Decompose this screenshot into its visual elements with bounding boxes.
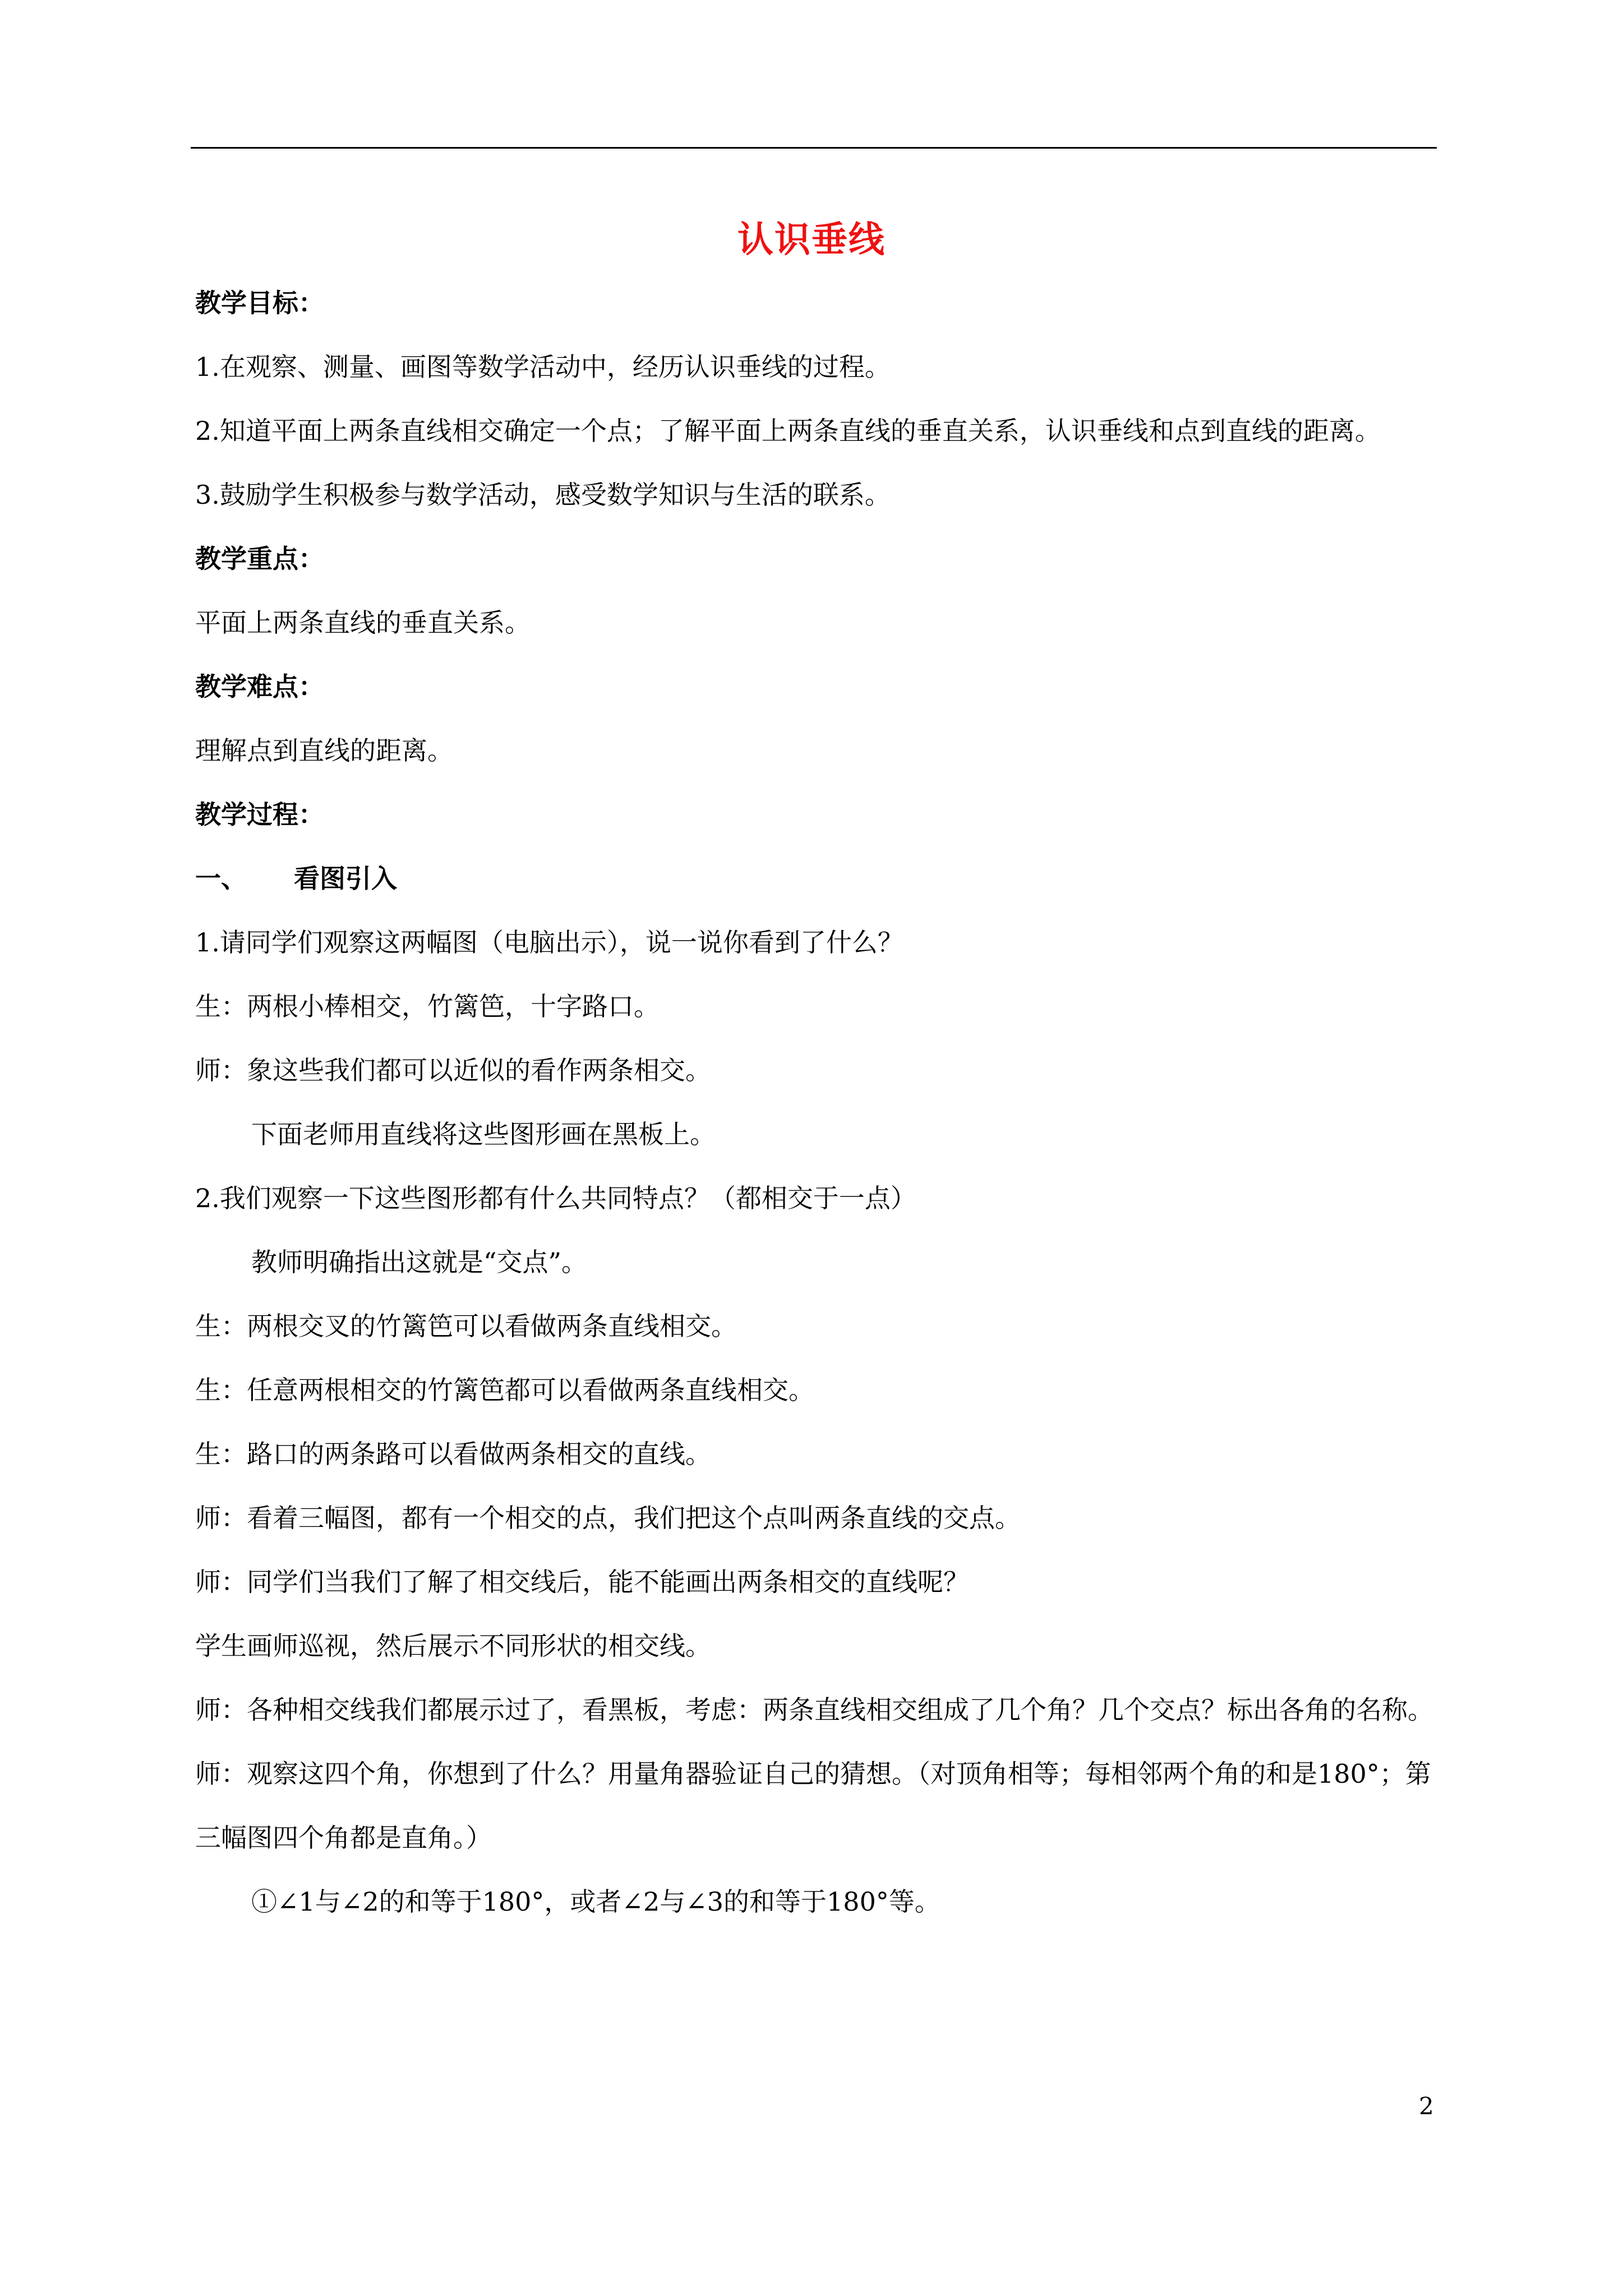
process-line-12: 学生画师巡视，然后展示不同形状的相交线。 <box>195 1631 711 1661</box>
process-line-1: 1.请同学们观察这两幅图（电脑出示），说一说你看到了什么？ <box>195 927 903 958</box>
process-line-3: 师：象这些我们都可以近似的看作两条相交。 <box>195 1055 711 1085</box>
key-point-text: 平面上两条直线的垂直关系。 <box>195 608 531 638</box>
process-line-14: 师：观察这四个角，你想到了什么？用量角器验证自己的猜想。（对顶角相等；每相邻两个角的和是180°；第三幅图四个角都是直角。） <box>195 1759 1431 1853</box>
process-line-10: 师：看着三幅图，都有一个相交的点，我们把这个点叫两条直线的交点。 <box>195 1503 1021 1533</box>
process-line-7: 生：两根交叉的竹篱笆可以看做两条直线相交。 <box>195 1311 737 1341</box>
process-line-6: 教师明确指出这就是“交点”。 <box>251 1247 588 1277</box>
section-one-title: 看图引入 <box>294 863 397 894</box>
document-title: 认识垂线 <box>737 219 886 261</box>
process-line-11: 师：同学们当我们了解了相交线后，能不能画出两条相交的直线呢？ <box>195 1567 969 1597</box>
key-point-heading: 教学重点： <box>195 544 324 574</box>
difficulty-heading: 教学难点： <box>195 671 324 702</box>
process-line-2: 生：两根小棒相交，竹篱笆，十字路口。 <box>195 991 660 1022</box>
process-line-9: 生：路口的两条路可以看做两条相交的直线。 <box>195 1439 711 1469</box>
process-line-13: 师：各种相交线我们都展示过了，看黑板，考虑：两条直线相交组成了几个角？几个交点？标出各角的名称。 <box>195 1695 1433 1725</box>
document-body <box>195 286 1438 1949</box>
section-one-number: 一、 <box>195 863 247 894</box>
process-line-8: 生：任意两根相交的竹篱笆都可以看做两条直线相交。 <box>195 1375 814 1405</box>
goal-item-3: 3.鼓励学生积极参与数学活动，感受数学知识与生活的联系。 <box>195 480 891 510</box>
process-line-15: ①∠1与∠2的和等于180°，或者∠2与∠3的和等于180°等。 <box>251 1887 940 1917</box>
goal-item-1: 1.在观察、测量、画图等数学活动中，经历认识垂线的过程。 <box>195 352 891 382</box>
process-heading: 教学过程： <box>195 799 324 830</box>
page-number: 2 <box>1419 2092 1434 2120</box>
process-line-4: 下面老师用直线将这些图形画在黑板上。 <box>251 1119 716 1149</box>
difficulty-text: 理解点到直线的距离。 <box>195 735 453 766</box>
process-line-5: 2.我们观察一下这些图形都有什么共同特点？（都相交于一点） <box>195 1183 916 1213</box>
section-one-heading <box>195 862 1438 895</box>
header-rule <box>191 147 1437 149</box>
goal-item-2: 2.知道平面上两条直线相交确定一个点；了解平面上两条直线的垂直关系，认识垂线和点到直线的距离。 <box>195 416 1381 446</box>
teaching-goals-heading: 教学目标： <box>195 288 324 318</box>
